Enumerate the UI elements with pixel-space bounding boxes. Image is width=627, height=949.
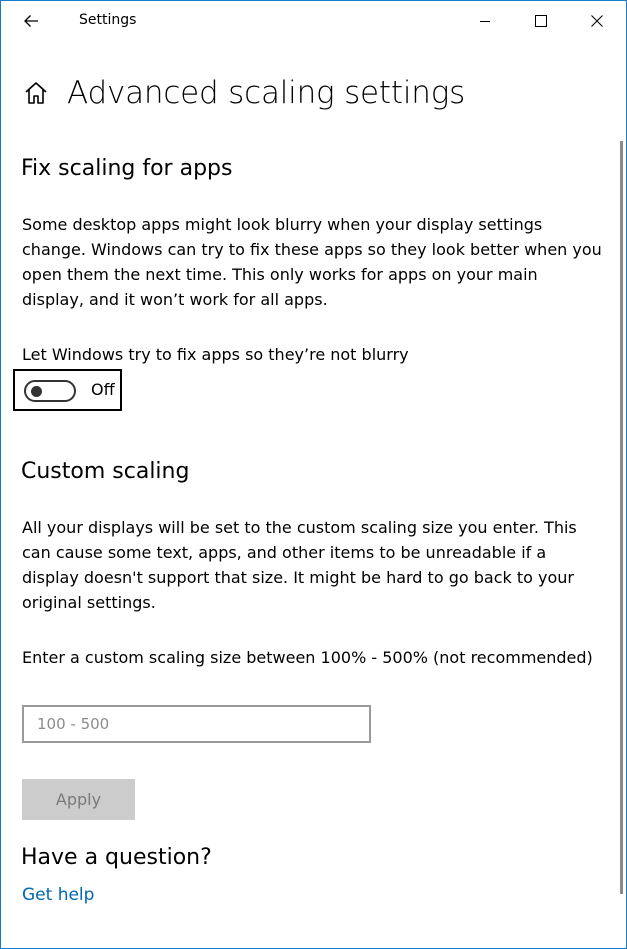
minimize-button[interactable]	[457, 1, 513, 41]
fix-scaling-heading: Fix scaling for apps	[21, 156, 233, 181]
minimize-icon	[479, 15, 491, 27]
maximize-icon	[535, 15, 547, 27]
page-title: Advanced scaling settings	[67, 75, 466, 111]
get-help-link[interactable]: Get help	[22, 885, 95, 905]
title-bar	[1, 1, 626, 41]
scrollbar[interactable]	[620, 141, 623, 894]
toggle-switch-track[interactable]	[24, 380, 76, 402]
custom-scaling-input[interactable]	[22, 705, 371, 743]
home-icon[interactable]	[23, 80, 49, 106]
page-header	[23, 71, 465, 115]
custom-scaling-input-label: Enter a custom scaling size between 100% - 500% (not recommended)	[22, 648, 593, 667]
custom-scaling-heading: Custom scaling	[21, 459, 190, 484]
back-arrow-icon	[23, 14, 39, 28]
apply-button[interactable]: Apply	[22, 779, 135, 820]
custom-scaling-description: All your displays will be set to the custom scaling size you enter. This can cause some text, apps, and other items to be unreadable if a display doesn't support that size. It might be hard to go back to your original settings.	[22, 518, 577, 612]
toggle-state-text: Off	[91, 380, 115, 399]
back-button[interactable]	[1, 1, 61, 41]
close-button[interactable]	[569, 1, 625, 41]
fix-apps-toggle[interactable]	[13, 369, 122, 411]
close-icon	[591, 15, 603, 27]
toggle-knob	[31, 386, 42, 397]
fix-apps-toggle-label: Let Windows try to fix apps so they’re not blurry	[22, 345, 409, 364]
help-heading: Have a question?	[21, 845, 212, 870]
window-title: Settings	[79, 12, 137, 28]
fix-scaling-description: Some desktop apps might look blurry when your display settings change. Windows can try to fix these apps so they look better when you open them the next time. This only works for apps on your main display, and it won’t work for all apps.	[22, 215, 602, 309]
maximize-button[interactable]	[513, 1, 569, 41]
